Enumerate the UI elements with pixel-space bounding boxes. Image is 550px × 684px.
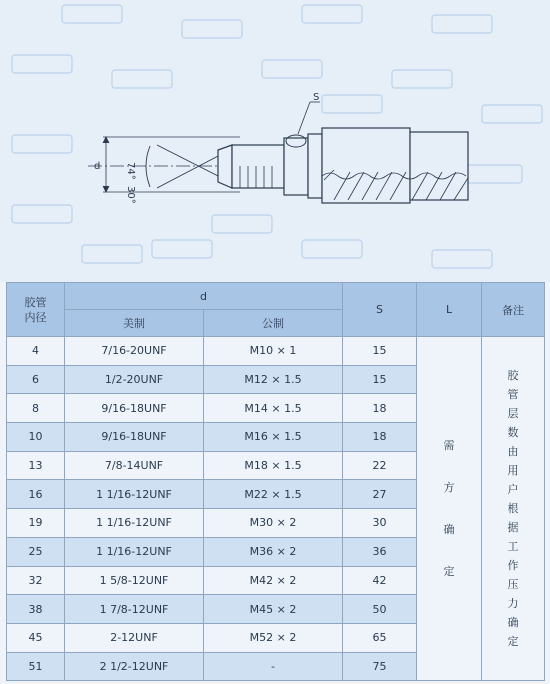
cell-metric-thread: M14 × 1.5 <box>204 394 343 423</box>
fitting-drawing-panel <box>0 0 550 282</box>
cell-inner-diameter: 38 <box>7 595 65 624</box>
cell-metric-thread: M42 × 2 <box>204 566 343 595</box>
cell-metric-thread: M22 × 1.5 <box>204 480 343 509</box>
cell-s: 65 <box>343 623 417 652</box>
cell-metric-thread: M16 × 1.5 <box>204 423 343 452</box>
cell-inner-diameter: 45 <box>7 623 65 652</box>
cell-s: 27 <box>343 480 417 509</box>
cell-s: 18 <box>343 423 417 452</box>
cell-imperial-thread: 1 1/16-12UNF <box>65 480 204 509</box>
cell-s: 15 <box>343 365 417 394</box>
cell-inner-diameter: 25 <box>7 537 65 566</box>
header-s: S <box>343 283 417 337</box>
dimension-d-label: d <box>94 161 101 172</box>
cell-imperial-thread: 1 5/8-12UNF <box>65 566 204 595</box>
l-value-text: 需方确定 <box>443 438 455 578</box>
header-inner-diameter <box>7 283 65 337</box>
cell-inner-diameter: 51 <box>7 652 65 681</box>
cell-metric-thread: M10 × 1 <box>204 337 343 366</box>
cell-s: 22 <box>343 451 417 480</box>
cell-metric-thread: M45 × 2 <box>204 595 343 624</box>
cell-s: 36 <box>343 537 417 566</box>
header-inner-diameter-line2: 内径 <box>24 310 47 324</box>
header-l: L <box>417 283 482 337</box>
header-imperial: 美制 <box>65 310 204 337</box>
cell-imperial-thread: 7/16-20UNF <box>65 337 204 366</box>
header-d: d <box>65 283 343 310</box>
cell-imperial-thread: 9/16-18UNF <box>65 423 204 452</box>
cell-s: 50 <box>343 595 417 624</box>
spec-table-body <box>7 337 545 681</box>
cell-l-merged <box>417 337 482 681</box>
cell-imperial-thread: 7/8-14UNF <box>65 451 204 480</box>
cell-inner-diameter: 8 <box>7 394 65 423</box>
cell-inner-diameter: 32 <box>7 566 65 595</box>
cell-s: 75 <box>343 652 417 681</box>
cell-imperial-thread: 1 1/16-12UNF <box>65 537 204 566</box>
header-remarks: 备注 <box>482 283 545 337</box>
cell-imperial-thread: 2 1/2-12UNF <box>65 652 204 681</box>
cell-imperial-thread: 9/16-18UNF <box>65 394 204 423</box>
cell-inner-diameter: 6 <box>7 365 65 394</box>
cell-s: 18 <box>343 394 417 423</box>
cell-inner-diameter: 4 <box>7 337 65 366</box>
header-inner-diameter-line1: 胶管 <box>24 295 47 309</box>
cell-metric-thread: M12 × 1.5 <box>204 365 343 394</box>
cell-imperial-thread: 1 1/16-12UNF <box>65 509 204 538</box>
cell-inner-diameter: 13 <box>7 451 65 480</box>
cell-metric-thread: M52 × 2 <box>204 623 343 652</box>
cell-s: 42 <box>343 566 417 595</box>
cell-metric-thread: M18 × 1.5 <box>204 451 343 480</box>
table-row <box>7 337 545 366</box>
cell-metric-thread: M30 × 2 <box>204 509 343 538</box>
spec-table <box>6 282 545 681</box>
cell-metric-thread: - <box>204 652 343 681</box>
cell-s: 15 <box>343 337 417 366</box>
dimension-s-label: S <box>313 92 320 103</box>
cell-imperial-thread: 2-12UNF <box>65 623 204 652</box>
s-leader-line <box>298 102 310 134</box>
cell-imperial-thread: 1 7/8-12UNF <box>65 595 204 624</box>
header-row-top <box>7 283 545 310</box>
cell-remarks-merged <box>482 337 545 681</box>
fitting-drawing <box>0 0 550 282</box>
cell-imperial-thread: 1/2-20UNF <box>65 365 204 394</box>
angle-bottom-label: 30° <box>125 186 136 204</box>
cell-s: 30 <box>343 509 417 538</box>
header-metric: 公制 <box>204 310 343 337</box>
cone-angle-lines <box>146 145 222 188</box>
cell-metric-thread: M36 × 2 <box>204 537 343 566</box>
cell-inner-diameter: 16 <box>7 480 65 509</box>
angle-top-label: 74° <box>125 162 136 180</box>
cell-inner-diameter: 19 <box>7 509 65 538</box>
remarks-value-text: 胶管层数由用户根据工作压力确定 <box>507 369 519 649</box>
cell-inner-diameter: 10 <box>7 423 65 452</box>
